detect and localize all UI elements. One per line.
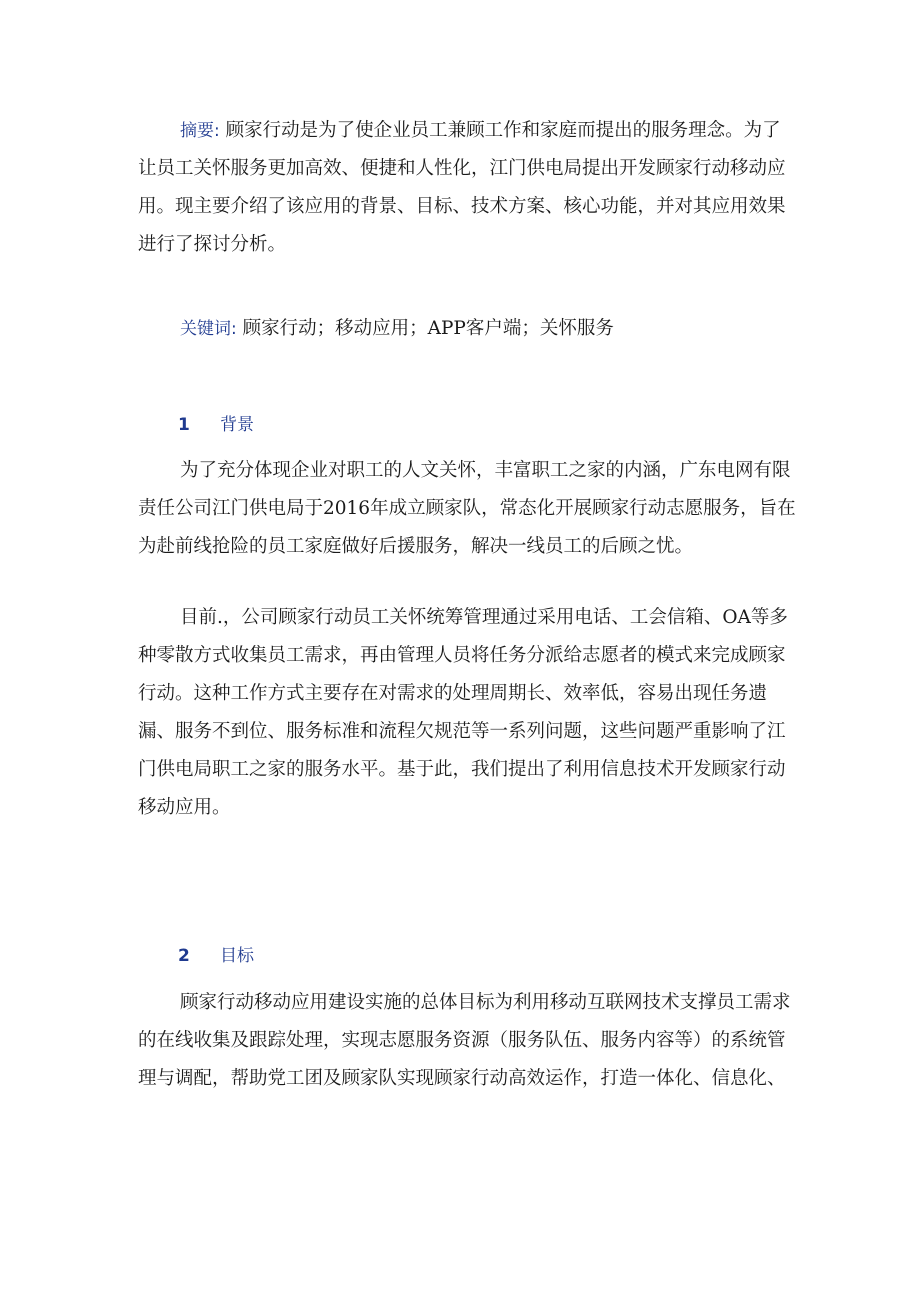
section-1-number: 1 [178, 415, 190, 435]
section-2-title: 目标 [220, 946, 254, 966]
section-1-paragraph-1: 为了充分体现企业对职工的人文关怀，丰富职工之家的内涵，广东电网有限责任公司江门供电局于2016年成立顾家队，常态化开展顾家行动志愿服务，旨在为赴前线抢险的员工家庭做好后援服务，解决一线员工的后顾之忧。 [138, 460, 796, 557]
keywords-text: 顾家行动；移动应用；APP客户端；关怀服务 [242, 318, 614, 339]
section-2-paragraph-1: 顾家行动移动应用建设实施的总体目标为利用移动互联网技术支撑员工需求的在线收集及跟踪处理，实现志愿服务资源（服务队伍、服务内容等）的系统管理与调配，帮助党工团及顾家队实现顾家行动高效运作，打造一体化、信息化、 [138, 992, 791, 1089]
section-2-heading [178, 941, 254, 971]
keywords-paragraph [138, 310, 798, 348]
abstract-label: 摘要: [180, 121, 220, 141]
keywords-label: 关键词: [180, 319, 237, 339]
section-1-paragraph-2: 目前.，公司顾家行动员工关怀统筹管理通过采用电话、工会信箱、OA等多种零散方式收集员工需求，再由管理人员将任务分派给志愿者的模式来完成顾家行动。这种工作方式主要存在对需求的处理周期长、效率低，容易出现任务遗漏、服务不到位、服务标准和流程欠规范等一系列问题，这些问题严重影响了江门供电局职工之家的服务水平。基于此，我们提出了利用信息技术开发顾家行动移动应用。 [138, 607, 788, 818]
section-1-heading [178, 410, 254, 440]
abstract-paragraph [138, 112, 798, 264]
section-2-number: 2 [178, 946, 190, 966]
abstract-text: 顾家行动是为了使企业员工兼顾工作和家庭而提出的服务理念。为了让员工关怀服务更加高效、便捷和人性化，江门供电局提出开发顾家行动移动应用。现主要介绍了该应用的背景、目标、技术方案、核心功能，并对其应用效果进行了探讨分析。 [138, 120, 786, 255]
section-1-title: 背景 [220, 415, 254, 435]
